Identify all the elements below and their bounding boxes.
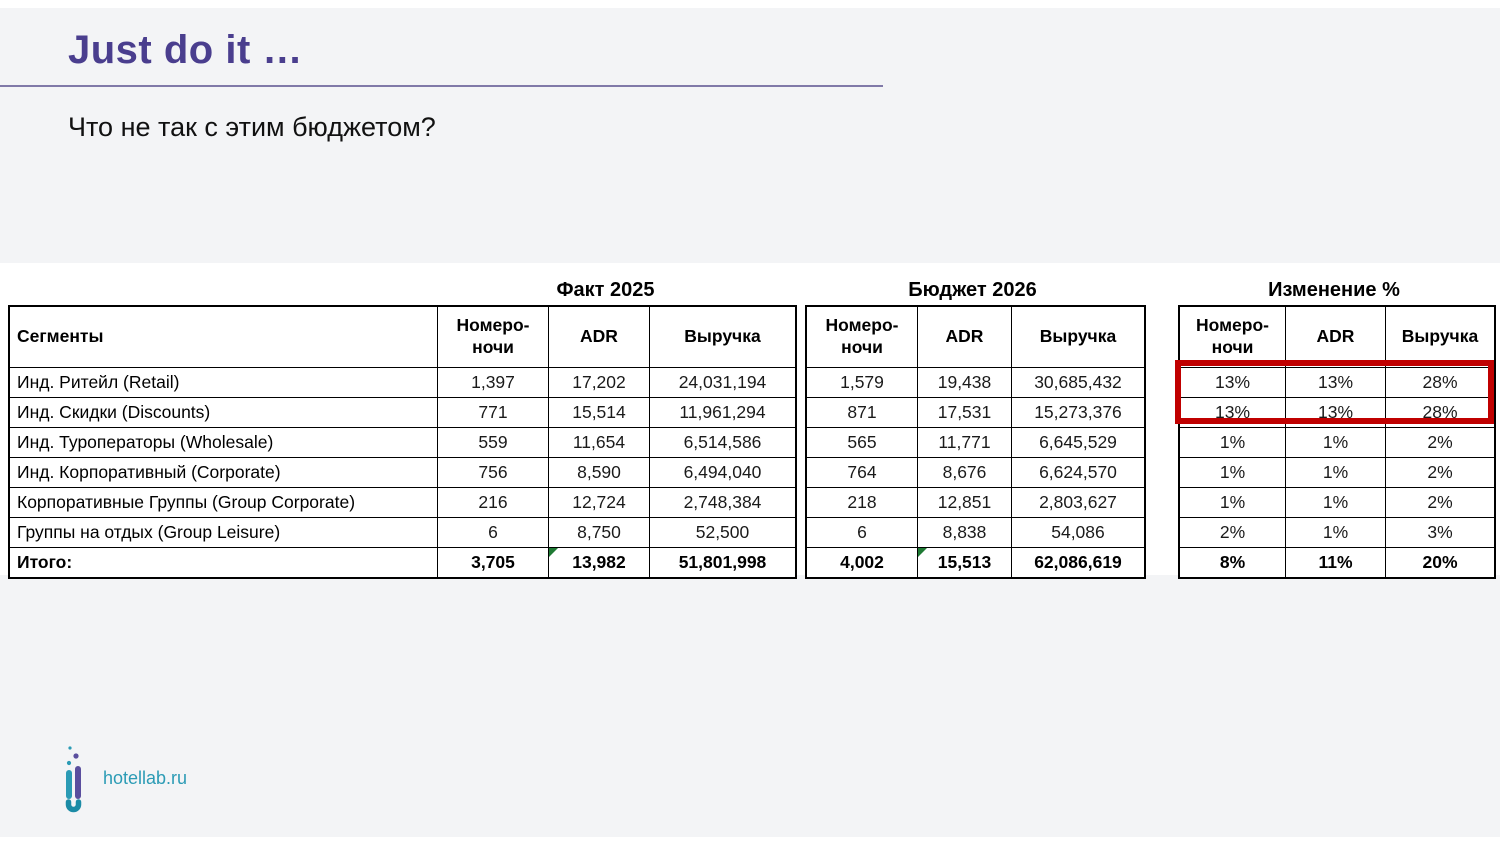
column-header: ADR [549,306,650,368]
table-row [9,488,796,518]
table-row [806,458,1145,488]
value-cell: 6,494,040 [650,458,797,488]
total-cell: 3,705 [438,548,549,579]
value-cell: 756 [438,458,549,488]
value-cell: 1% [1179,458,1286,488]
value-cell: 28% [1386,368,1496,398]
hotellab-logo [58,744,288,816]
slide-subtitle: Что не так с этим бюджетом? [68,112,436,142]
total-cell: 8% [1179,548,1286,579]
value-cell: 8,676 [918,458,1012,488]
comment-flag-icon [918,548,927,557]
value-cell: 11,771 [918,428,1012,458]
table-row [9,518,796,548]
value-cell: 871 [806,398,918,428]
highlight-rectangle [1175,360,1494,424]
table-row [806,398,1145,428]
value-cell: 8,750 [549,518,650,548]
table-row [806,428,1145,458]
table-row [806,488,1145,518]
top-strip [0,0,1500,8]
table-row [806,368,1145,398]
table-row [9,368,796,398]
header-row [1179,306,1495,368]
total-row [9,548,796,579]
budget-table [805,305,1146,579]
segment-label: Инд. Корпоративный (Corporate) [9,458,438,488]
value-cell: 216 [438,488,549,518]
value-cell: 2,803,627 [1012,488,1146,518]
value-cell: 2% [1386,488,1496,518]
total-cell: 13,982 [549,548,650,579]
total-cell: 4,002 [806,548,918,579]
value-cell: 6 [438,518,549,548]
fact-table-title: Факт 2025 [556,279,655,301]
page-title: Just do it … [68,28,303,72]
table-row [9,398,796,428]
value-cell: 771 [438,398,549,428]
total-row [806,548,1145,579]
value-cell: 6,645,529 [1012,428,1146,458]
title-underline [0,85,883,87]
value-cell: 13% [1179,398,1286,428]
value-cell: 1,397 [438,368,549,398]
value-cell: 15,514 [549,398,650,428]
value-cell: 1,579 [806,368,918,398]
value-cell: 6 [806,518,918,548]
column-header: Выручка [650,306,797,368]
segment-label: Корпоративные Группы (Group Corporate) [9,488,438,518]
column-header: Выручка [1012,306,1146,368]
segments-column-header: Сегменты [9,306,438,368]
value-cell: 6,514,586 [650,428,797,458]
value-cell: 11,654 [549,428,650,458]
value-cell: 6,624,570 [1012,458,1146,488]
comment-flag-icon [549,548,558,557]
column-header: Номеро- ночи [438,306,549,368]
total-cell: 15,513 [918,548,1012,579]
segment-label: Инд. Туроператоры (Wholesale) [9,428,438,458]
table-row [1179,488,1495,518]
value-cell: 54,086 [1012,518,1146,548]
segment-label: Инд. Скидки (Discounts) [9,398,438,428]
table-row [1179,458,1495,488]
value-cell: 1% [1179,428,1286,458]
bottom-strip [0,837,1500,844]
value-cell: 1% [1286,458,1386,488]
header-row [806,306,1145,368]
table-row [1179,518,1495,548]
total-cell: 62,086,619 [1012,548,1146,579]
column-header: ADR [1286,306,1386,368]
value-cell: 565 [806,428,918,458]
value-cell: 8,590 [549,458,650,488]
logo-text: hotellab.ru [103,768,188,788]
value-cell: 218 [806,488,918,518]
value-cell: 15,273,376 [1012,398,1146,428]
table-row [806,518,1145,548]
value-cell: 8,838 [918,518,1012,548]
value-cell: 11,961,294 [650,398,797,428]
header-row [9,306,796,368]
value-cell: 30,685,432 [1012,368,1146,398]
value-cell: 12,851 [918,488,1012,518]
column-header: ADR [918,306,1012,368]
column-header: Выручка [1386,306,1496,368]
value-cell: 2% [1179,518,1286,548]
value-cell: 2% [1386,458,1496,488]
value-cell: 2% [1386,428,1496,458]
total-cell: 11% [1286,548,1386,579]
segment-label: Инд. Ритейл (Retail) [9,368,438,398]
value-cell: 1% [1286,488,1386,518]
value-cell: 13% [1179,368,1286,398]
total-cell: 20% [1386,548,1496,579]
table-row [9,458,796,488]
total-label: Итого: [9,548,438,579]
value-cell: 1% [1286,518,1386,548]
value-cell: 13% [1286,368,1386,398]
value-cell: 1% [1286,428,1386,458]
fact-table [8,305,797,579]
value-cell: 3% [1386,518,1496,548]
change-table-title: Изменение % [1268,279,1400,301]
value-cell: 12,724 [549,488,650,518]
column-header: Номеро- ночи [806,306,918,368]
table-row [9,428,796,458]
value-cell: 24,031,194 [650,368,797,398]
value-cell: 2,748,384 [650,488,797,518]
value-cell: 1% [1179,488,1286,518]
value-cell: 764 [806,458,918,488]
value-cell: 28% [1386,398,1496,428]
value-cell: 19,438 [918,368,1012,398]
table-row [1179,428,1495,458]
hotellab-logo-icon [58,744,88,816]
value-cell: 559 [438,428,549,458]
value-cell: 52,500 [650,518,797,548]
column-header: Номеро- ночи [1179,306,1286,368]
value-cell: 13% [1286,398,1386,428]
total-cell: 51,801,998 [650,548,797,579]
value-cell: 17,202 [549,368,650,398]
value-cell: 17,531 [918,398,1012,428]
segment-label: Группы на отдых (Group Leisure) [9,518,438,548]
budget-table-title: Бюджет 2026 [908,279,1037,301]
change-table [1178,305,1496,579]
total-row [1179,548,1495,579]
